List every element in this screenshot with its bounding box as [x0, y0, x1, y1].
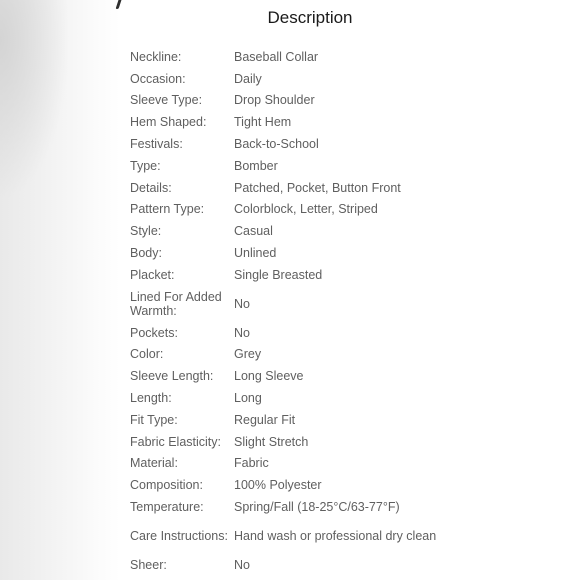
spec-label: Composition: [130, 478, 203, 493]
spec-label: Style: [130, 224, 162, 239]
spec-value: Hand wash or professional dry clean [234, 528, 437, 543]
spec-label: Color: [130, 347, 164, 362]
spec-value: Single Breasted [234, 267, 323, 282]
spec-label: Sleeve Type: [130, 93, 203, 108]
spec-label: Placket: [130, 267, 175, 282]
spec-value: Slight Stretch [234, 434, 309, 449]
page-title: Description [267, 8, 353, 27]
spec-label: Occasion: [130, 71, 186, 86]
spec-row-sleeve-type [130, 90, 550, 112]
spec-label: Neckline: [130, 49, 182, 64]
spec-row-body [130, 242, 550, 264]
spec-row-composition [130, 474, 550, 496]
spec-label: Fit Type: [130, 412, 178, 427]
spec-value: Tight Hem [234, 115, 292, 130]
spec-list [130, 46, 550, 576]
spec-value: Fabric [234, 456, 269, 471]
spec-value: Back-to-School [234, 137, 319, 152]
spec-label: Pockets: [130, 325, 178, 340]
spec-label: Sleeve Length: [130, 369, 214, 384]
spec-row-details [130, 177, 550, 199]
spec-value: No [234, 557, 250, 572]
spec-label: Temperature: [130, 500, 204, 515]
spec-label: Festivals: [130, 137, 183, 152]
spec-row-festivals [130, 133, 550, 155]
spec-value: Patched, Pocket, Button Front [234, 180, 401, 195]
spec-row-temperature [130, 496, 550, 518]
spec-row-type [130, 155, 550, 177]
spec-row-fit-type [130, 409, 550, 431]
spec-value: Long Sleeve [234, 369, 304, 384]
spec-value: 100% Polyester [234, 478, 322, 493]
spec-row-pockets [130, 322, 550, 344]
spec-row-placket [130, 264, 550, 286]
spec-value: Long [234, 391, 262, 406]
spec-label: Details: [130, 180, 172, 195]
spec-label: Length: [130, 391, 172, 406]
spec-label: Material: [130, 456, 178, 471]
spec-value: No [234, 325, 250, 340]
spec-value: Drop Shoulder [234, 93, 315, 108]
spec-row-care-instructions [130, 518, 550, 554]
spec-row-fabric-elasticity [130, 431, 550, 453]
spec-label: Pattern Type: [130, 202, 205, 217]
spec-row-sheer [130, 554, 550, 576]
spec-row-occasion [130, 68, 550, 90]
spec-label: Type: [130, 158, 161, 173]
spec-row-color [130, 344, 550, 366]
spec-row-hem-shaped [130, 111, 550, 133]
spec-row-material [130, 453, 550, 475]
left-edge-shadow [0, 0, 120, 580]
spec-row-sleeve-length [130, 365, 550, 387]
spec-label: Lined For Added Warmth: [130, 289, 222, 318]
spec-label: Fabric Elasticity: [130, 434, 221, 449]
spec-value: Spring/Fall (18-25°C/63-77°F) [234, 500, 400, 515]
spec-row-pattern-type [130, 199, 550, 221]
spec-row-neckline [130, 46, 550, 68]
spec-value: Baseball Collar [234, 49, 319, 64]
spec-label: Sheer: [130, 557, 167, 572]
spec-value: Regular Fit [234, 412, 296, 427]
spec-value: Colorblock, Letter, Striped [234, 202, 378, 217]
spec-value: Unlined [234, 246, 277, 261]
spec-value: Bomber [234, 158, 278, 173]
spec-row-style [130, 220, 550, 242]
spec-row-length [130, 387, 550, 409]
spec-label: Hem Shaped: [130, 115, 207, 130]
spec-value: Grey [234, 347, 262, 362]
spec-value: Casual [234, 224, 273, 239]
spec-label: Care Instructions: [130, 528, 228, 543]
spec-label: Body: [130, 246, 162, 261]
spec-value: No [234, 296, 250, 311]
spec-row-lined-for-added-warmth [130, 286, 550, 322]
spec-value: Daily [234, 71, 262, 86]
